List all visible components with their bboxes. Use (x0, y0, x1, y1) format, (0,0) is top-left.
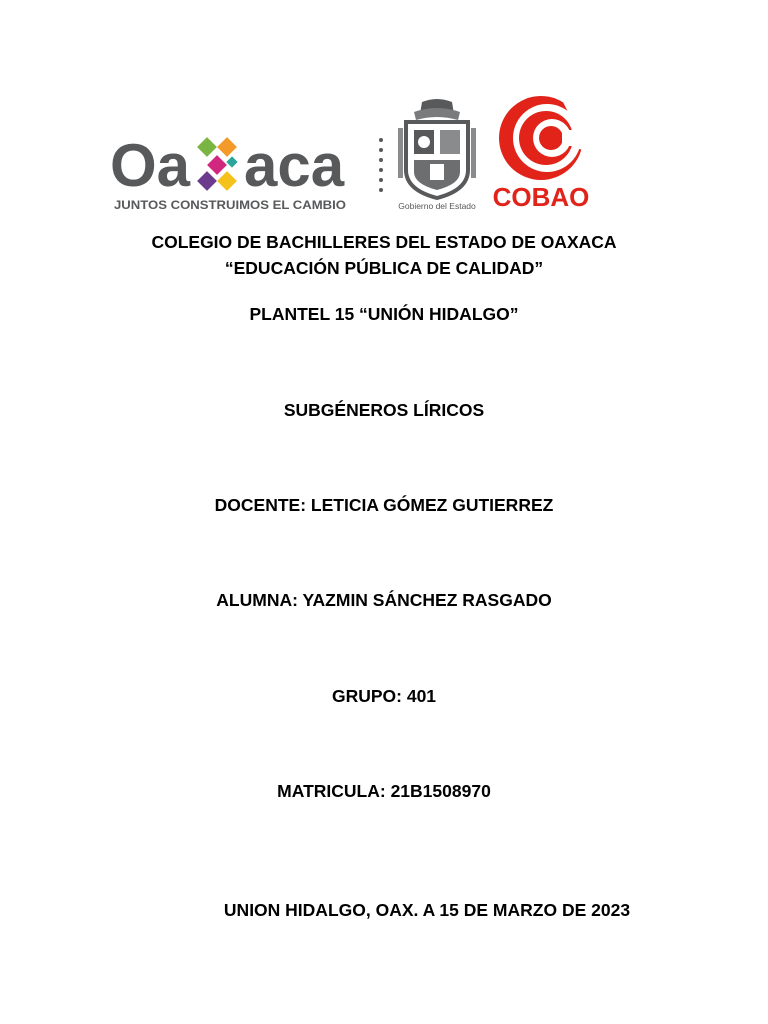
oaxaca-x-icon (197, 137, 238, 191)
logo-bar (0, 0, 768, 225)
enrollment-number: MATRICULA: 21B1508970 (277, 781, 491, 801)
svg-text:Oa: Oa (110, 132, 191, 199)
teacher-name: DOCENTE: LETICIA GÓMEZ GUTIERREZ (214, 495, 554, 515)
document-title: SUBGÉNEROS LÍRICOS (283, 400, 485, 420)
cobao-logo (486, 88, 596, 213)
group-number: GRUPO: 401 (331, 686, 437, 706)
logo-divider (378, 136, 384, 194)
student-name: ALUMNA: YAZMIN SÁNCHEZ RASGADO (216, 590, 552, 610)
campus-name: PLANTEL 15 “UNIÓN HIDALGO” (249, 304, 519, 324)
place-and-date: UNION HIDALGO, OAX. A 15 DE MARZO DE 2023 (223, 900, 631, 920)
cobao-wordmark: COBAO (492, 182, 590, 212)
institution-name: COLEGIO DE BACHILLERES DEL ESTADO DE OAXACA (151, 232, 617, 252)
institution-motto: “EDUCACIÓN PÚBLICA DE CALIDAD” (224, 258, 544, 278)
oaxaca-slogan: JUNTOS CONSTRUIMOS EL CAMBIO (114, 200, 347, 212)
oaxaca-logo (110, 128, 368, 214)
gobierno-caption: Gobierno del Estado (398, 201, 476, 211)
svg-text:aca: aca (244, 132, 345, 199)
state-coat-of-arms-logo (392, 98, 482, 213)
